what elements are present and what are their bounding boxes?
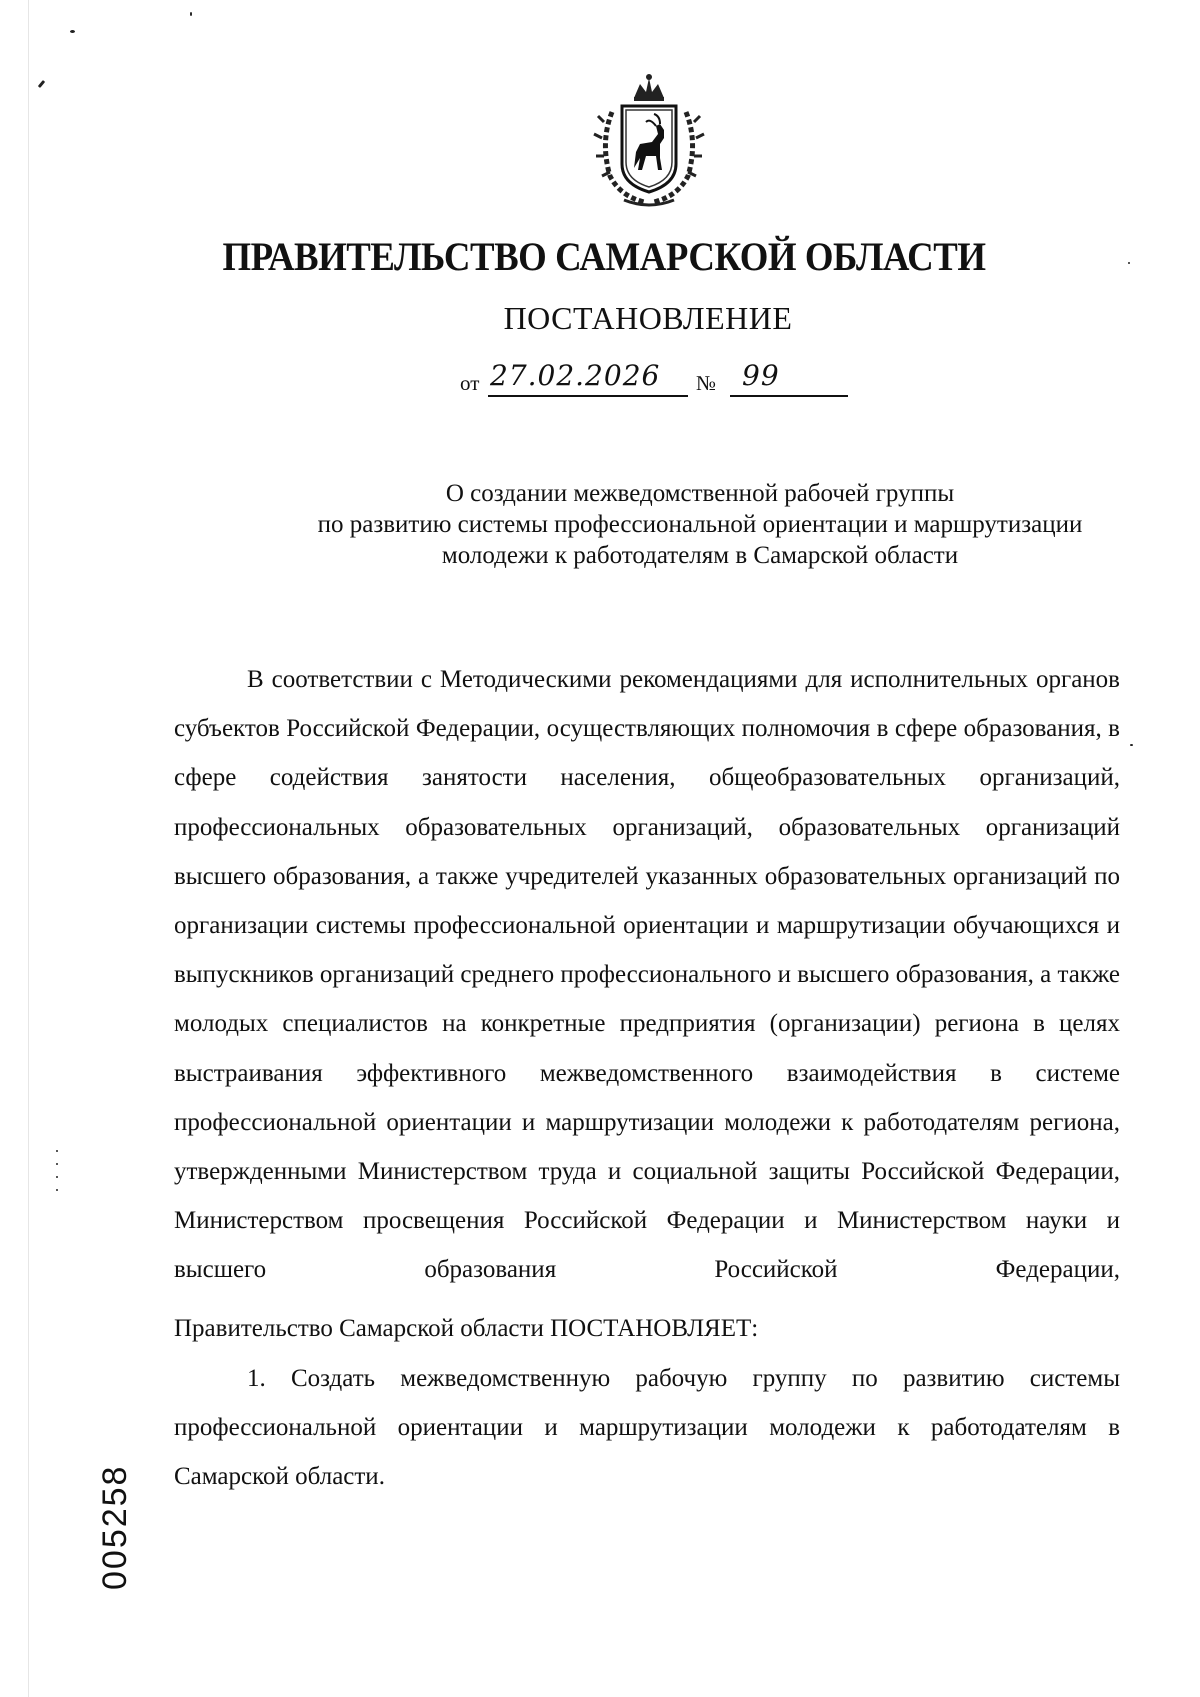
number-underline — [730, 395, 848, 397]
registration-number: 005258 — [96, 1464, 134, 1590]
date-number-line — [460, 355, 850, 395]
clause-1 — [174, 1354, 1120, 1501]
subject-line: молодежи к работодателям в Самарской области — [441, 542, 959, 569]
scan-speck — [56, 1150, 58, 1152]
handwritten-number: 99 — [742, 359, 780, 392]
date-prefix: от — [460, 371, 480, 395]
scan-speck — [38, 80, 45, 88]
clause-1-text: 1. Создать межведомственную рабочую группу по развитию системы профессиональной ориентации и маршрутизации молодежи к работодателям в Самарской области. — [174, 1365, 1120, 1490]
subject-line: по развитию системы профессиональной ориентации и маршрутизации — [317, 511, 1083, 538]
scan-speck — [190, 12, 192, 16]
preamble-paragraph — [174, 655, 1120, 1295]
resolution-clause: Правительство Самарской области ПОСТАНОВЛЯЕТ: — [174, 1315, 759, 1342]
scan-speck — [1130, 744, 1133, 746]
document-subject — [200, 478, 1200, 571]
samara-region-coat-of-arms-icon — [590, 72, 708, 212]
scan-speck — [56, 1163, 58, 1165]
scan-speck — [56, 1189, 58, 1191]
document-kind: ПОСТАНОВЛЕНИЕ — [503, 300, 793, 336]
scan-edge — [28, 0, 29, 1697]
number-prefix: № — [696, 371, 717, 395]
date-underline — [488, 395, 688, 397]
scan-speck — [56, 1176, 58, 1178]
preamble-text: В соответствии с Методическими рекомендациями для исполнительных органов субъектов Российской Федерации, осуществляющих полномочия в сфере образования, в сфере содействия занятости населения, общеобразовательных организаций, профессиональных образовательных организаций, образовательных организаций высшего образования, а также учредителей указанных образовательных организаций по организации системы профессиональной ориентации и маршрутизации обучающихся и выпускников организаций среднего профессионального и высшего образования, а также молодых специалистов на конкретные предприятия (организации) региона в целях выстраивания эффективного межведомственного взаимодействия в системе профессиональной ориентации и маршрутизации молодежи к работодателям региона, утвержденными Министерством труда и социальной защиты Российской Федерации, Министерством просвещения Российской Федерации и Министерством науки и высшего образования Российской Федерации, — [174, 666, 1120, 1284]
scan-speck — [70, 30, 75, 33]
subject-line: О создании межведомственной рабочей группы — [445, 480, 955, 507]
government-title: ПРАВИТЕЛЬСТВО САМАРСКОЙ ОБЛАСТИ — [222, 234, 986, 279]
handwritten-date: 27.02.2026 — [490, 359, 661, 392]
